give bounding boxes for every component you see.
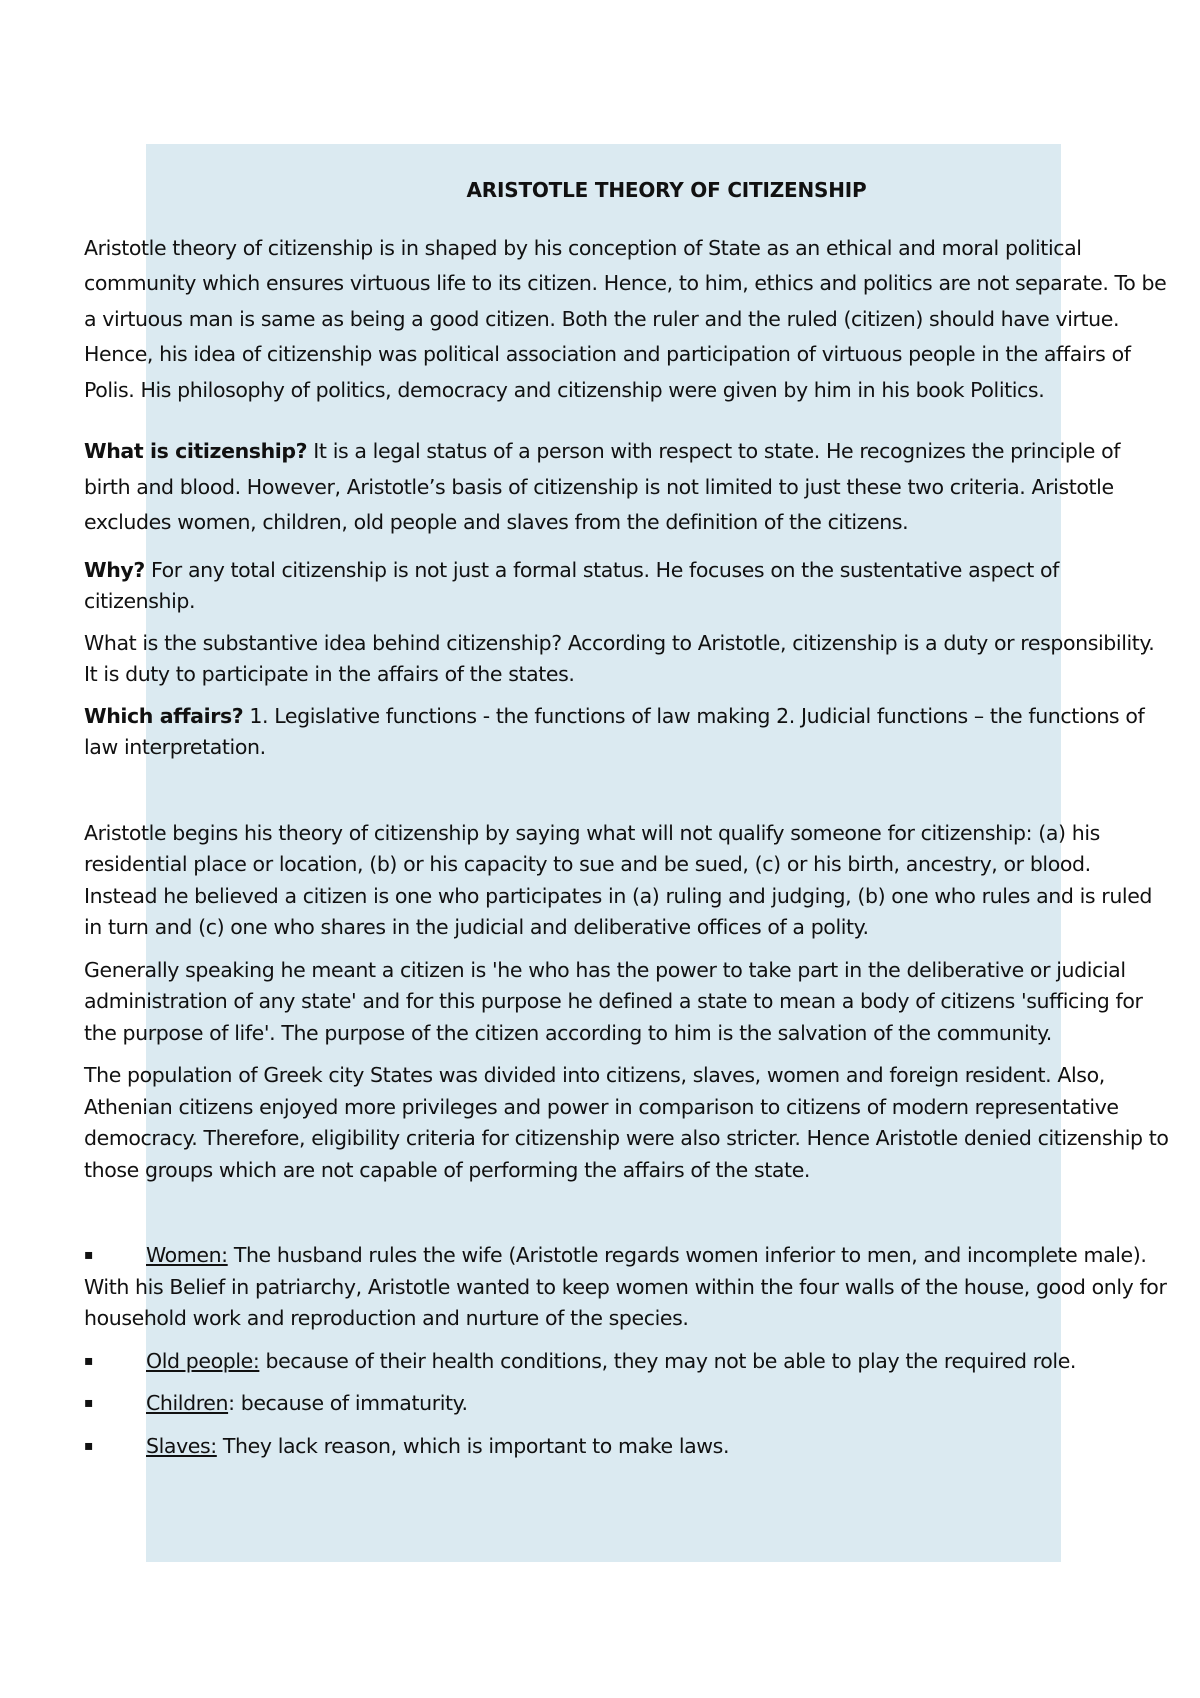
bullet-icon: ▪	[84, 1437, 94, 1454]
list-item-women	[84, 1240, 1169, 1335]
which-affairs-paragraph	[84, 701, 1169, 764]
list-item-term: Women:	[146, 1243, 228, 1267]
list-item-text: They lack reason, which is important to make laws.	[216, 1433, 730, 1458]
intro-paragraph: Aristotle theory of citizenship is in shaped by his conception of State as an ethical and moral political community which ensures virtuous life to its citizen. Hence, to him, ethics and politics are not separate. To be a virtuous man is same as being a good citizen. Both the ruler and the ruled (citizen) should have virtue. Hence, his idea of citizenship was political association and participation of virtuous people in the affairs of Polis. His philosophy of politics, democracy and citizenship were given by him in his book Politics.	[84, 235, 1167, 402]
list-item-term: Slaves:	[146, 1433, 217, 1458]
list-item-text: because of their health conditions, they may not be able to play the required role.	[259, 1348, 1077, 1373]
why-text: For any total citizenship is not just a formal status. He focuses on the sustentative aspect of citizenship.	[84, 557, 1059, 613]
qualification-paragraph: Aristotle begins his theory of citizenship by saying what will not qualify someone for citizenship: (a) his residential place or location, (b) or his capacity to sue and be sued, (c) or his birth, ancestry, or blood. Instead he believed a citizen is one who participates in (a) ruling and judging, (b) one who rules and is ruled in turn and (c) one who shares in the judicial and deliberative offices of a polity.	[84, 820, 1153, 939]
bullet-icon: ▪	[84, 1352, 94, 1369]
document-title: ARISTOTLE THEORY OF CITIZENSHIP	[466, 178, 867, 202]
excluded-groups-list	[84, 1240, 1169, 1462]
population-paragraph: The population of Greek city States was divided into citizens, slaves, women and foreign resident. Also, Athenian citizens enjoyed more privileges and power in comparison to citizens of modern representative democracy. Therefore, eligibility criteria for citizenship were also stricter. Hence Aristotle denied citizenship to those groups which are not capable of performing the affairs of the state.	[84, 1063, 1169, 1182]
substantive-idea-paragraph: What is the substantive idea behind citizenship? According to Aristotle, citizenship is a duty or responsibility. It is duty to participate in the affairs of the states.	[84, 630, 1155, 686]
what-is-citizenship-text: It is a legal status of a person with respect to state. He recognizes the principle of birth and blood. However, Aristotle’s basis of citizenship is not limited to just these two criteria. Aristotle excludes women, children, old people and slaves from the definition of the citizens.	[84, 439, 1121, 534]
list-item-children	[84, 1388, 1169, 1420]
list-item-text: because of immaturity.	[234, 1391, 468, 1415]
list-item-term: Old people:	[146, 1348, 260, 1373]
bullet-icon: ▪	[84, 1395, 94, 1411]
which-affairs-text: 1. Legislative functions - the functions of law making 2. Judicial functions – the functions of law interpretation.	[84, 703, 1145, 759]
what-is-citizenship-paragraph	[84, 434, 1169, 541]
list-item-text: The husband rules the wife (Aristotle regards women inferior to men, and incomplete male). With his Belief in patriarchy, Aristotle wanted to keep women within the four walls of the house, good only for household work and reproduction and nurture of the species.	[84, 1243, 1167, 1330]
citizen-definition-paragraph: Generally speaking he meant a citizen is 'he who has the power to take part in the deliberative or judicial administration of any state' and for this purpose he defined a state to mean a body of citizens 'sufficing for the purpose of life'. The purpose of the citizen according to him is the salvation of the community.	[84, 957, 1143, 1045]
what-is-citizenship-label: What is citizenship?	[84, 439, 308, 463]
why-label: Why?	[84, 557, 145, 582]
document-body	[84, 175, 1169, 1473]
bullet-icon: ▪	[84, 1247, 94, 1263]
why-paragraph	[84, 555, 1169, 618]
list-item-colon: :	[228, 1391, 235, 1415]
list-item-old-people	[84, 1346, 1169, 1378]
list-item-slaves	[84, 1431, 1169, 1463]
which-affairs-label: Which affairs?	[84, 703, 244, 728]
list-item-term: Children	[146, 1391, 229, 1415]
